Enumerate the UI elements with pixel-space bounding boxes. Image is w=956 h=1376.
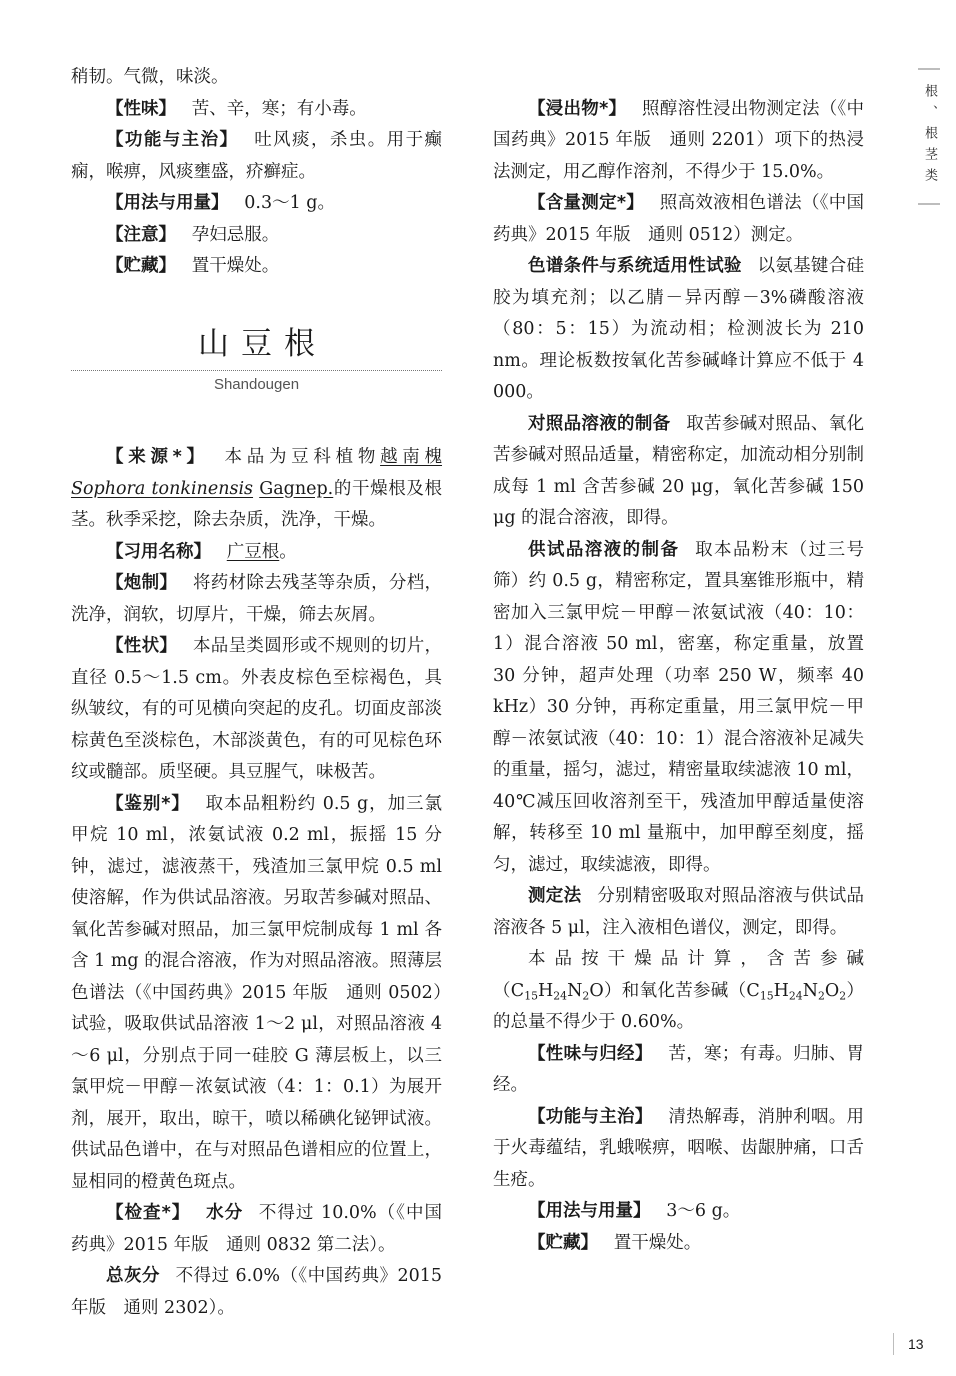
section-text: 分别精密吸取对照品溶液与供试品溶液各 5 μl，注入液相色谱仪，测定，即得。: [493, 886, 865, 938]
section-xingwei: [71, 94, 442, 126]
side-tab-rule-top: [918, 68, 940, 70]
sub-label: 水分: [206, 1203, 244, 1223]
section-label: 【性状】: [106, 636, 178, 656]
section-text: 以氨基键合硅胶为填充剂；以乙腈－异丙醇－3%磷酸溶液（80：5：15）为流动相；检测波长为 210 nm。理论板数按氧化苦参碱峰计算应不低于 4 000。: [493, 256, 865, 402]
section-text: 照醇溶性浸出物测定法（《中国药典》2015 年版 通则 2201）项下的热浸法测定，用乙醇作溶剂，不得少于 15.0%。: [493, 98, 865, 182]
section-label: 【浸出物*】: [528, 98, 627, 119]
section-zonghui: [71, 1261, 442, 1324]
section-label: 【贮藏】: [528, 1232, 598, 1253]
section-jianbie: [71, 789, 442, 1199]
section-label: 【鉴别*】: [106, 793, 190, 814]
section-text: 本品为豆科植物: [224, 447, 381, 467]
section-jinchu: [493, 94, 864, 189]
formula-subscript: 2: [818, 988, 825, 1002]
section-jiancha: [71, 1198, 442, 1261]
plant-name-cn: 越南槐: [380, 447, 443, 467]
section-text: 取本品粗粉约 0.5 g，加三氯甲烷 10 ml，浓氨试液 0.2 ml，振摇 15 分钟，滤过，滤液蒸干，残渣加三氯甲烷 0.5 ml 使溶解，作为供试品溶液。另取苦参碱对照品、氧化苦参碱对照品，加三氯甲烷制成每 1 ml 各含 1 mg 的混合溶液，作为对照品溶液。照薄层色谱法（《中国药典》2015 年版 通则 0502）试验，吸取供试品溶液 1～2 μl，对照品溶液 4～6 μl，分别点于同一硅胶 G 薄层板上，以三氯甲烷－甲醇－浓氨试液（4：1：0.1）为展开剂，展开，取出，晾干，喷以稀碘化铋钾试液。供试品色谱中，在与对照品色谱相应的位置上，显相同的橙黄色斑点。: [71, 793, 442, 1192]
side-chapter-tab: [916, 68, 942, 205]
section-text: 本品呈类圆形或不规则的切片，直径 0.5～1.5 cm。外表皮棕色至棕褐色，具纵皱纹，有的可见横向突起的皮孔。切面皮部淡棕黄色至淡棕色，木部淡黄色，有的可见棕色环纹或髓部。质坚硬。具豆腥气，味极苦。: [71, 636, 443, 782]
section-label: 【贮藏】: [106, 256, 176, 276]
section-label: 【用法与用量】: [528, 1201, 651, 1221]
left-column: [71, 62, 442, 1324]
section-yongfa: [493, 1196, 864, 1228]
section-text: 照高效液相色谱法（《中国药典》2015 年版 通则 0512）测定。: [493, 193, 865, 245]
entry-pinyin: Shandougen: [213, 376, 300, 393]
section-zhucang: [71, 251, 442, 283]
plant-name-latin: Sophora tonkinensis: [71, 478, 254, 499]
section-text: 不得过 10.0%（《中国药典》2015 年版 通则 0832 第二法）。: [71, 1203, 443, 1255]
section-zhucang: [493, 1228, 864, 1260]
section-laiyuan: [71, 442, 442, 537]
section-text: 置干燥处。: [191, 256, 280, 276]
section-text: 清热解毒，消肿利咽。用于火毒蕴结，乳蛾喉痹，咽喉、齿龈肿痛，口舌生疮。: [493, 1106, 865, 1190]
common-name: 广豆根: [226, 541, 280, 562]
section-text: 3～6 g。: [666, 1201, 741, 1221]
section-text: 的干燥根及根茎。秋季采挖，除去杂质，洗净，干燥。: [71, 478, 442, 530]
section-yongfa: [71, 188, 442, 220]
side-tab-rule-bottom: [918, 203, 940, 205]
title-divider: [71, 370, 442, 371]
section-label: 【功能与主治】: [106, 130, 239, 150]
section-text: 0.3～1 g。: [244, 193, 335, 213]
right-column: [493, 62, 864, 1259]
section-label: 【功能与主治】: [528, 1106, 653, 1127]
formula-element: N: [802, 980, 819, 1001]
section-cedingfa: [493, 881, 864, 944]
section-label: 【性味】: [106, 98, 176, 119]
section-text: 不得过 6.0%（《中国药典》2015 年版 通则 2302）。: [71, 1266, 442, 1318]
sub-label: 供试品溶液的制备: [528, 539, 680, 560]
formula-subscript: 24: [788, 988, 803, 1002]
sub-label: 总灰分: [106, 1266, 160, 1286]
formula-subscript: 24: [553, 988, 568, 1002]
formula-subscript: 2: [582, 988, 590, 1002]
column-continuation-spacer: [493, 62, 864, 94]
section-text: 将药材除去残茎等杂质，分档，洗净，润软，切厚片，干燥，筛去灰屑。: [71, 573, 443, 625]
section-text: O）和氧化苦参碱（C: [589, 980, 760, 1001]
plant-author: Gagnep.: [259, 478, 334, 499]
section-text: 取本品粉末（过三号筛）约 0.5 g，精密称定，置具塞锥形瓶中，精密加入三氯甲烷－甲醇－浓氨试液（40：10：1）混合溶液 50 ml，密塞，称定重量，放置 30 分钟，超声处理（功率 250 W，频率 40 kHz）30 分钟，再称定重量，用三氯甲烷－甲醇－浓氨试液（40：10：1）混合溶液补足减失的重量，摇匀，滤过，精密量取续滤液 10 ml，40℃减压回收溶剂至干，残渣加甲醇适量使溶解，转移至 10 ml 量瓶中，加甲醇至刻度，摇匀，滤过，取续滤液，即得。: [493, 539, 864, 875]
section-sepu: [493, 251, 864, 409]
section-xiyong: [71, 537, 442, 569]
section-text: 吐风痰，杀虫。用于癫痫，喉痹，风痰壅盛，疥癣症。: [71, 130, 442, 182]
section-gongneng: [493, 1102, 864, 1197]
formula-element: H: [773, 980, 789, 1001]
formula-subscript: 15: [524, 988, 539, 1002]
sub-label: 色谱条件与系统适用性试验: [528, 256, 742, 276]
sub-label: 测定法: [528, 886, 582, 906]
section-content-limit: [493, 944, 864, 1039]
section-gongneng: [71, 125, 442, 188]
section-label: 【注意】: [106, 224, 176, 245]
section-xingzhuang: [71, 631, 442, 789]
section-label: 【含量测定*】: [528, 193, 645, 213]
section-label: 【炮制】: [106, 573, 178, 593]
section-label: 【习用名称】: [106, 541, 211, 562]
section-label: 【检查*】: [106, 1203, 191, 1223]
prev-entry-text: 稍韧。气微，味淡。: [71, 67, 229, 87]
sub-label: 对照品溶液的制备: [528, 413, 671, 434]
section-text: 本品按干燥品计算，含苦参碱（C: [493, 949, 864, 1001]
section-guijing: [493, 1039, 864, 1102]
formula-subscript: 2: [839, 988, 847, 1002]
page-number: 13: [893, 1333, 944, 1355]
section-text: 苦，寒；有毒。归肺、胃经。: [493, 1043, 865, 1095]
section-paozhi: [71, 568, 442, 631]
entry-title: 山豆根: [198, 325, 327, 362]
section-text: ）的总量不得少于 0.60%。: [493, 980, 864, 1032]
section-label: 【来源*】: [106, 447, 209, 467]
section-duizhao: [493, 409, 864, 535]
section-hanliang: [493, 188, 864, 251]
side-tab-text: 根、根茎类: [922, 84, 937, 189]
entry-title-block: [71, 323, 442, 397]
formula-element: H: [538, 980, 554, 1001]
section-gongshi: [493, 535, 864, 882]
section-text: 孕妇忌服。: [191, 224, 280, 245]
formula-element: O: [824, 980, 840, 1001]
section-text: 。: [279, 541, 297, 562]
section-zhuyi: [71, 220, 442, 252]
formula-subscript: 15: [759, 988, 774, 1002]
section-text: 苦、辛，寒；有小毒。: [191, 98, 367, 119]
section-label: 【性味与归经】: [528, 1043, 653, 1064]
section-text: 取苦参碱对照品、氧化苦参碱对照品适量，精密称定，加流动相分别制成每 1 ml 含苦参碱 20 μg，氧化苦参碱 150 μg 的混合溶液，即得。: [493, 413, 865, 528]
section-label: 【用法与用量】: [106, 193, 229, 213]
section-text: 置干燥处。: [613, 1232, 702, 1253]
formula-element: N: [567, 980, 583, 1001]
